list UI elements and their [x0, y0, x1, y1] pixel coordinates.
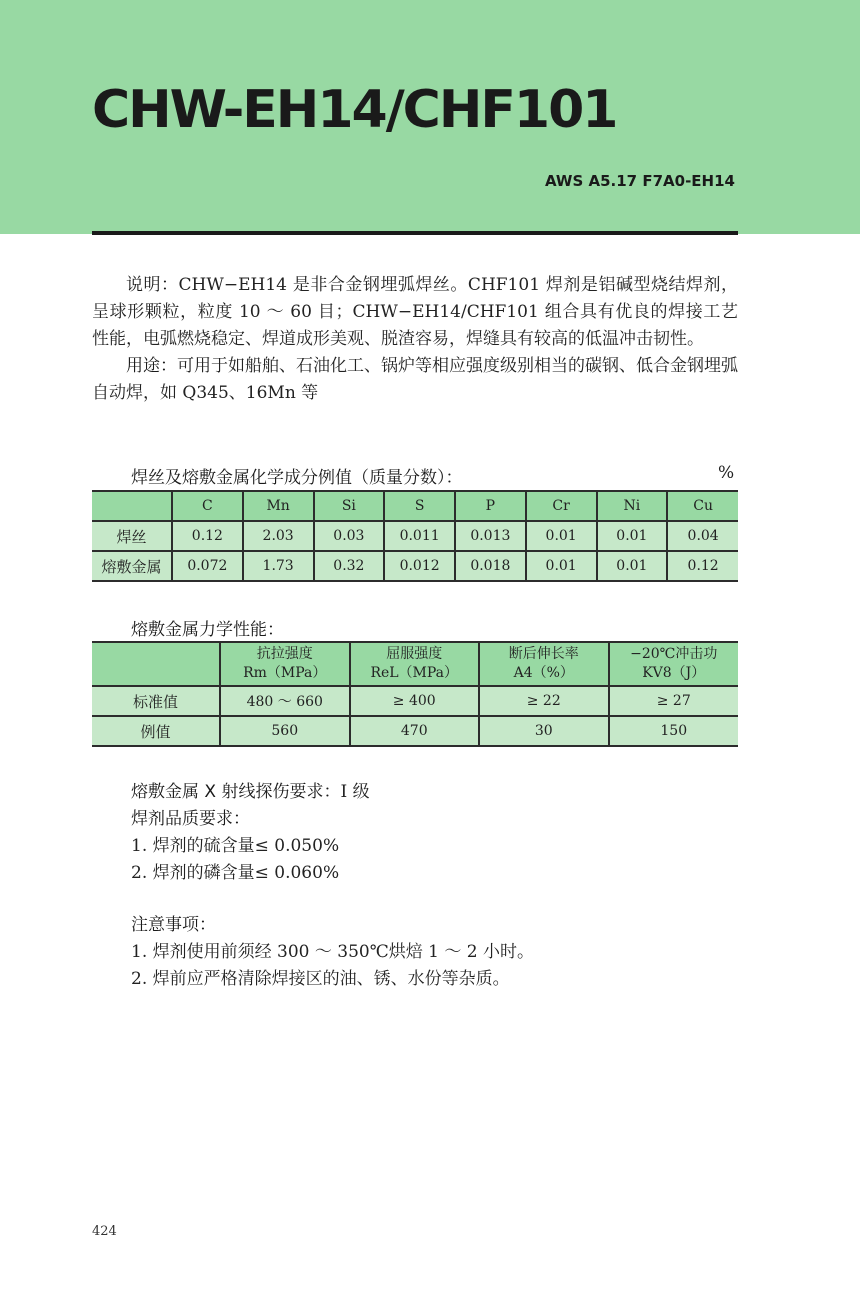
chemistry-header-cell: Si — [314, 491, 385, 521]
chemistry-header-row — [92, 491, 738, 521]
chemistry-header-cell — [92, 491, 172, 521]
title-banner — [0, 0, 860, 234]
mechanical-header-cell — [220, 642, 350, 686]
table-cell: 560 — [220, 716, 350, 746]
table-cell: ≥ 27 — [609, 686, 739, 716]
table-cell: ≥ 22 — [479, 686, 609, 716]
list-item: 1. 焊剂使用前须经 300 ～ 350℃烘焙 1 ～ 2 小时。 — [131, 942, 534, 962]
chemistry-table — [92, 490, 738, 582]
header-line: 断后伸长率 — [508, 646, 579, 662]
row-label: 焊丝 — [92, 521, 172, 551]
mechanical-header-cell — [350, 642, 480, 686]
table-cell: 0.01 — [526, 521, 597, 551]
table-row — [92, 716, 738, 746]
table-cell: 0.012 — [384, 551, 455, 581]
mechanical-header-cell — [609, 642, 739, 686]
description-text: CHW−EH14 是非合金钢埋弧焊丝。CHF101 焊剂是铝碱型烧结焊剂，呈球形颗粒，粒度 10 ～ 60 目；CHW−EH14/CHF101 组合具有优良的焊接工艺性能，电弧燃烧稳定、焊道成形美观、脱渣容易，焊缝具有较高的低温冲击韧性。 — [92, 275, 738, 349]
header-line: 抗拉强度 — [256, 646, 313, 662]
list-item: 2. 焊剂的磷含量≤ 0.060% — [131, 863, 340, 883]
table-cell: 0.04 — [667, 521, 738, 551]
divider — [92, 231, 738, 235]
table-row — [92, 551, 738, 581]
chemistry-header-cell: S — [384, 491, 455, 521]
table-cell: 150 — [609, 716, 739, 746]
notes-label: 注意事项： — [131, 915, 216, 935]
description-label: 说明： — [126, 275, 179, 295]
table-cell: 0.12 — [667, 551, 738, 581]
table-cell: 1.73 — [243, 551, 314, 581]
chemistry-header-cell: P — [455, 491, 526, 521]
table-cell: 0.01 — [597, 521, 668, 551]
requirements-section — [131, 779, 731, 887]
usage-label: 用途： — [126, 356, 177, 376]
row-label: 熔敷金属 — [92, 551, 172, 581]
table-cell: 30 — [479, 716, 609, 746]
mechanical-title: 熔敷金属力学性能： — [131, 620, 284, 640]
table-cell: 470 — [350, 716, 480, 746]
header-line: 屈服强度 — [386, 646, 443, 662]
xray-requirement — [131, 779, 731, 806]
table-row — [92, 521, 738, 551]
header-line: A4（%） — [513, 665, 574, 681]
list-item: 1. 焊剂的硫含量≤ 0.050% — [131, 836, 340, 856]
usage-text: 可用于如船舶、石油化工、锅炉等相应强度级别相当的碳钢、低合金钢埋弧自动焊，如 Q345、16Mn 等 — [92, 356, 738, 403]
chemistry-unit: % — [718, 463, 735, 483]
page-number: 424 — [92, 1224, 117, 1239]
chemistry-header-cell: Ni — [597, 491, 668, 521]
mechanical-header-row — [92, 642, 738, 686]
row-label: 标准值 — [92, 686, 220, 716]
table-cell: 0.01 — [597, 551, 668, 581]
header-line: KV8（J） — [642, 665, 706, 681]
mechanical-header-cell — [479, 642, 609, 686]
table-cell: 0.013 — [455, 521, 526, 551]
xray-value: I 级 — [340, 782, 370, 802]
table-cell: 0.018 — [455, 551, 526, 581]
table-cell: ≥ 400 — [350, 686, 480, 716]
mechanical-header-cell — [92, 642, 220, 686]
description-section — [92, 272, 738, 407]
header-line: Rm（MPa） — [243, 665, 327, 681]
chemistry-title: 焊丝及熔敷金属化学成分例值（质量分数）： — [131, 468, 463, 488]
table-row — [92, 686, 738, 716]
header-line: −20℃冲击功 — [630, 646, 718, 662]
chemistry-header-cell: C — [172, 491, 243, 521]
table-cell: 0.011 — [384, 521, 455, 551]
table-cell: 0.01 — [526, 551, 597, 581]
aws-standard: AWS A5.17 F7A0-EH14 — [545, 172, 735, 190]
chemistry-header-cell: Mn — [243, 491, 314, 521]
table-cell: 0.32 — [314, 551, 385, 581]
chemistry-header-cell: Cr — [526, 491, 597, 521]
table-cell: 480 ～ 660 — [220, 686, 350, 716]
table-cell: 0.072 — [172, 551, 243, 581]
xray-label: 熔敷金属 X 射线探伤要求： — [131, 782, 341, 802]
flux-quality-label: 焊剂品质要求： — [131, 809, 250, 829]
table-cell: 0.03 — [314, 521, 385, 551]
list-item: 2. 焊前应严格清除焊接区的油、锈、水份等杂质。 — [131, 969, 510, 989]
header-line: ReL（MPa） — [370, 665, 459, 681]
mechanical-table — [92, 641, 738, 747]
table-cell: 0.12 — [172, 521, 243, 551]
notes-section — [131, 912, 731, 993]
chemistry-header-cell: Cu — [667, 491, 738, 521]
page-title: CHW-EH14/CHF101 — [92, 80, 617, 140]
table-cell: 2.03 — [243, 521, 314, 551]
row-label: 例值 — [92, 716, 220, 746]
